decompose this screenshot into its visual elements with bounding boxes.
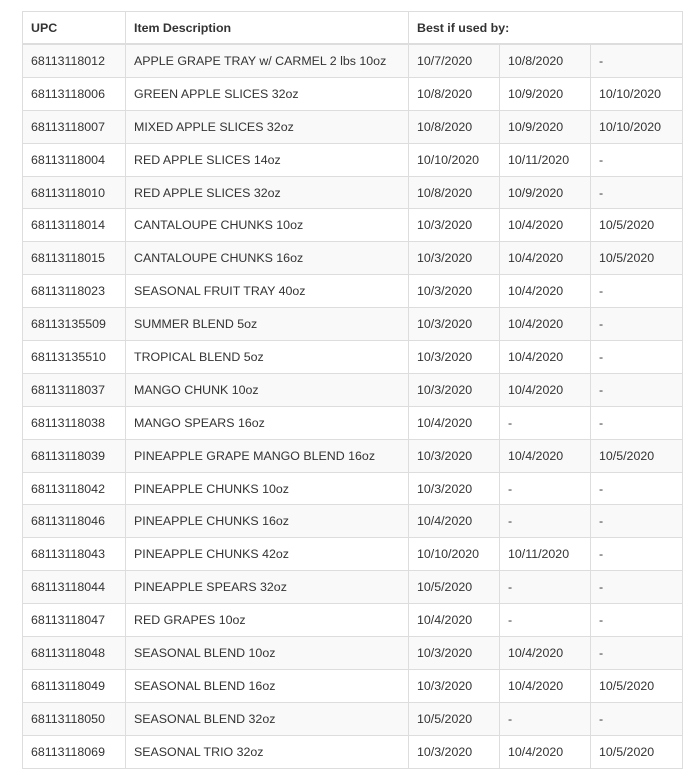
- cell-best-by-1: 10/7/2020: [409, 44, 500, 77]
- cell-upc: 68113118042: [23, 472, 126, 505]
- cell-item-description: PINEAPPLE CHUNKS 42oz: [126, 538, 409, 571]
- cell-upc: 68113118039: [23, 439, 126, 472]
- cell-best-by-2: 10/4/2020: [500, 735, 591, 768]
- cell-item-description: MANGO CHUNK 10oz: [126, 373, 409, 406]
- table-row: [23, 406, 683, 439]
- table-row: [23, 275, 683, 308]
- cell-best-by-1: 10/3/2020: [409, 472, 500, 505]
- cell-item-description: SEASONAL BLEND 10oz: [126, 637, 409, 670]
- cell-best-by-1: 10/3/2020: [409, 735, 500, 768]
- cell-best-by-3: -: [591, 308, 683, 341]
- cell-best-by-3: -: [591, 143, 683, 176]
- cell-best-by-2: 10/4/2020: [500, 242, 591, 275]
- recall-table-container: [22, 11, 682, 769]
- cell-best-by-1: 10/3/2020: [409, 341, 500, 374]
- cell-upc: 68113118038: [23, 406, 126, 439]
- table-row: [23, 341, 683, 374]
- header-upc: UPC: [23, 12, 126, 45]
- table-row: [23, 637, 683, 670]
- cell-best-by-1: 10/3/2020: [409, 242, 500, 275]
- table-row: [23, 505, 683, 538]
- cell-item-description: SEASONAL FRUIT TRAY 40oz: [126, 275, 409, 308]
- table-row: [23, 571, 683, 604]
- table-row: [23, 242, 683, 275]
- cell-upc: 68113118006: [23, 77, 126, 110]
- cell-item-description: APPLE GRAPE TRAY w/ CARMEL 2 lbs 10oz: [126, 44, 409, 77]
- cell-best-by-2: 10/4/2020: [500, 373, 591, 406]
- table-row: [23, 373, 683, 406]
- table-row: [23, 538, 683, 571]
- cell-upc: 68113118044: [23, 571, 126, 604]
- cell-best-by-3: -: [591, 505, 683, 538]
- cell-best-by-1: 10/3/2020: [409, 373, 500, 406]
- cell-best-by-1: 10/3/2020: [409, 275, 500, 308]
- cell-item-description: PINEAPPLE CHUNKS 10oz: [126, 472, 409, 505]
- cell-upc: 68113118023: [23, 275, 126, 308]
- cell-best-by-1: 10/4/2020: [409, 505, 500, 538]
- cell-best-by-3: 10/5/2020: [591, 242, 683, 275]
- cell-best-by-3: -: [591, 604, 683, 637]
- cell-best-by-3: 10/5/2020: [591, 439, 683, 472]
- cell-best-by-1: 10/8/2020: [409, 77, 500, 110]
- cell-best-by-2: 10/4/2020: [500, 439, 591, 472]
- cell-upc: 68113135510: [23, 341, 126, 374]
- cell-item-description: MANGO SPEARS 16oz: [126, 406, 409, 439]
- cell-best-by-1: 10/10/2020: [409, 143, 500, 176]
- cell-best-by-3: -: [591, 538, 683, 571]
- header-best-if-used-by: Best if used by:: [409, 12, 683, 45]
- cell-best-by-3: -: [591, 571, 683, 604]
- cell-best-by-1: 10/8/2020: [409, 110, 500, 143]
- table-header: [23, 12, 683, 45]
- cell-item-description: SUMMER BLEND 5oz: [126, 308, 409, 341]
- cell-best-by-3: -: [591, 637, 683, 670]
- cell-best-by-2: 10/4/2020: [500, 637, 591, 670]
- cell-best-by-1: 10/3/2020: [409, 637, 500, 670]
- table-body: [23, 44, 683, 768]
- cell-best-by-3: -: [591, 406, 683, 439]
- table-row: [23, 209, 683, 242]
- cell-best-by-1: 10/3/2020: [409, 669, 500, 702]
- cell-item-description: TROPICAL BLEND 5oz: [126, 341, 409, 374]
- cell-best-by-3: -: [591, 44, 683, 77]
- table-row: [23, 439, 683, 472]
- header-row: [23, 12, 683, 45]
- cell-item-description: GREEN APPLE SLICES 32oz: [126, 77, 409, 110]
- cell-best-by-2: 10/11/2020: [500, 538, 591, 571]
- cell-best-by-1: 10/3/2020: [409, 439, 500, 472]
- table-row: [23, 669, 683, 702]
- cell-best-by-1: 10/4/2020: [409, 604, 500, 637]
- cell-best-by-2: 10/9/2020: [500, 77, 591, 110]
- cell-item-description: RED APPLE SLICES 32oz: [126, 176, 409, 209]
- cell-best-by-2: 10/4/2020: [500, 209, 591, 242]
- cell-upc: 68113118069: [23, 735, 126, 768]
- cell-best-by-2: 10/9/2020: [500, 176, 591, 209]
- cell-best-by-2: 10/8/2020: [500, 44, 591, 77]
- table-row: [23, 176, 683, 209]
- table-row: [23, 702, 683, 735]
- cell-item-description: SEASONAL BLEND 32oz: [126, 702, 409, 735]
- cell-best-by-3: 10/10/2020: [591, 110, 683, 143]
- cell-best-by-3: -: [591, 373, 683, 406]
- cell-item-description: MIXED APPLE SLICES 32oz: [126, 110, 409, 143]
- table-row: [23, 735, 683, 768]
- cell-item-description: SEASONAL TRIO 32oz: [126, 735, 409, 768]
- cell-best-by-3: 10/5/2020: [591, 209, 683, 242]
- cell-best-by-2: -: [500, 604, 591, 637]
- cell-best-by-2: 10/4/2020: [500, 341, 591, 374]
- cell-best-by-3: -: [591, 341, 683, 374]
- cell-best-by-3: -: [591, 176, 683, 209]
- table-row: [23, 77, 683, 110]
- cell-best-by-2: 10/4/2020: [500, 275, 591, 308]
- cell-item-description: PINEAPPLE GRAPE MANGO BLEND 16oz: [126, 439, 409, 472]
- cell-upc: 68113118010: [23, 176, 126, 209]
- table-row: [23, 44, 683, 77]
- cell-best-by-1: 10/3/2020: [409, 209, 500, 242]
- cell-best-by-3: -: [591, 702, 683, 735]
- cell-item-description: PINEAPPLE CHUNKS 16oz: [126, 505, 409, 538]
- header-item-description: Item Description: [126, 12, 409, 45]
- cell-item-description: PINEAPPLE SPEARS 32oz: [126, 571, 409, 604]
- cell-best-by-2: -: [500, 505, 591, 538]
- cell-best-by-3: 10/5/2020: [591, 669, 683, 702]
- cell-upc: 68113135509: [23, 308, 126, 341]
- cell-upc: 68113118049: [23, 669, 126, 702]
- cell-best-by-1: 10/3/2020: [409, 308, 500, 341]
- table-row: [23, 143, 683, 176]
- cell-best-by-1: 10/4/2020: [409, 406, 500, 439]
- cell-upc: 68113118014: [23, 209, 126, 242]
- recall-table: [22, 11, 683, 769]
- cell-best-by-2: -: [500, 406, 591, 439]
- cell-item-description: CANTALOUPE CHUNKS 10oz: [126, 209, 409, 242]
- table-row: [23, 308, 683, 341]
- cell-best-by-3: 10/5/2020: [591, 735, 683, 768]
- cell-item-description: RED GRAPES 10oz: [126, 604, 409, 637]
- table-row: [23, 110, 683, 143]
- cell-best-by-2: 10/4/2020: [500, 308, 591, 341]
- cell-upc: 68113118012: [23, 44, 126, 77]
- cell-best-by-1: 10/10/2020: [409, 538, 500, 571]
- cell-best-by-2: 10/9/2020: [500, 110, 591, 143]
- cell-upc: 68113118048: [23, 637, 126, 670]
- cell-item-description: CANTALOUPE CHUNKS 16oz: [126, 242, 409, 275]
- cell-upc: 68113118037: [23, 373, 126, 406]
- cell-best-by-3: -: [591, 472, 683, 505]
- cell-best-by-2: -: [500, 472, 591, 505]
- cell-best-by-3: 10/10/2020: [591, 77, 683, 110]
- cell-best-by-1: 10/5/2020: [409, 702, 500, 735]
- cell-best-by-2: 10/4/2020: [500, 669, 591, 702]
- cell-best-by-1: 10/5/2020: [409, 571, 500, 604]
- cell-best-by-2: -: [500, 702, 591, 735]
- cell-item-description: SEASONAL BLEND 16oz: [126, 669, 409, 702]
- cell-upc: 68113118046: [23, 505, 126, 538]
- table-row: [23, 472, 683, 505]
- cell-upc: 68113118007: [23, 110, 126, 143]
- cell-upc: 68113118004: [23, 143, 126, 176]
- table-row: [23, 604, 683, 637]
- cell-upc: 68113118050: [23, 702, 126, 735]
- cell-best-by-3: -: [591, 275, 683, 308]
- cell-upc: 68113118043: [23, 538, 126, 571]
- cell-upc: 68113118015: [23, 242, 126, 275]
- cell-upc: 68113118047: [23, 604, 126, 637]
- cell-best-by-2: 10/11/2020: [500, 143, 591, 176]
- cell-best-by-2: -: [500, 571, 591, 604]
- cell-best-by-1: 10/8/2020: [409, 176, 500, 209]
- cell-item-description: RED APPLE SLICES 14oz: [126, 143, 409, 176]
